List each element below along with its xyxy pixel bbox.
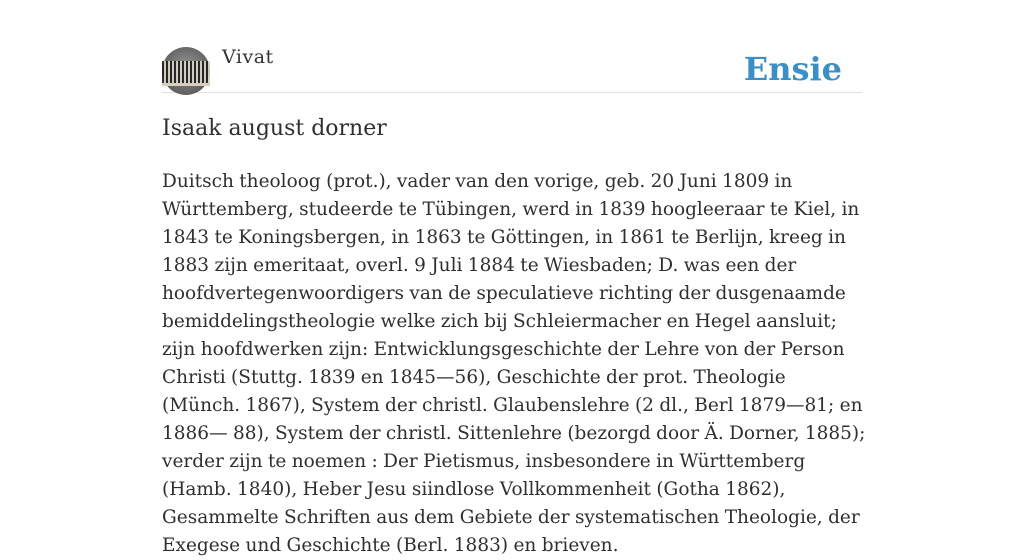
bookshelf-image <box>162 61 210 83</box>
ensie-logo[interactable]: Ensie <box>743 50 842 88</box>
article-body: Duitsch theoloog (prot.), vader van den vorige, geb. 20 Juni 1809 in Württemberg, studeerde te Tübingen, werd in 1839 hoogleeraar te Kiel, in 1843 te Koningsbergen, in 1863 te Göttingen, in 1861 te Berlijn, kreeg in 1883 zijn emeritaat, overl. 9 Juli 1884 te Wiesbaden; D. was een der hoofdvertegenwoordigers van de speculatieve richting der dusgenaamde bemiddelingstheologie welke zich bij Schleiermacher en Hegel aansluit; zijn hoofdwerken zijn: Entwicklungsgeschichte der Lehre von der Person Christi (Stuttg. 1839 en 1845—56), Geschichte der prot. Theologie (Münch. 1867), System der christl. Glaubenslehre (2 dl., Berl 1879—81; en 1886— 88), System der christl. Sittenlehre (bezorgd door Ä. Dorner, 1885); verder zijn te noemen : Der Pietismus, insbesondere in Württemberg (Hamb. 1840), Heber Jesu siindlose Vollkommenheit (Gotha 1862), Gesammelte Schriften aus dem Gebiete der systematischen Theologie, der Exegese und Geschichte (Berl. 1883) en brieven. <box>162 171 866 556</box>
page-title: Isaak august dorner <box>162 116 387 141</box>
site-header <box>162 46 862 93</box>
avatar[interactable] <box>162 47 210 95</box>
site-name-link[interactable]: Vivat <box>222 46 274 68</box>
bookshelf-base <box>162 83 210 86</box>
